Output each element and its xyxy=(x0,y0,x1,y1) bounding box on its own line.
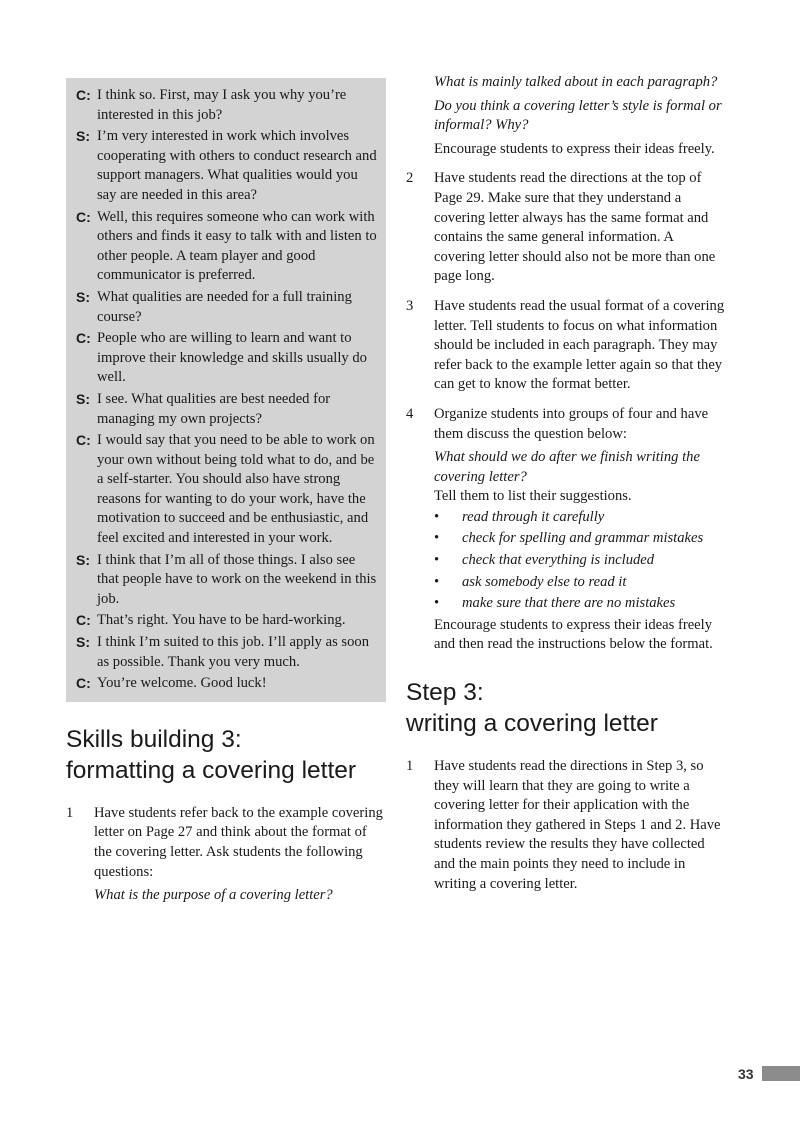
skills-heading-line1: Skills building 3: xyxy=(66,725,242,753)
left-column xyxy=(66,78,386,906)
right-item-4 xyxy=(406,405,726,655)
bullet-icon: • xyxy=(434,508,440,525)
speaker-label: C: xyxy=(76,612,91,629)
continued-questions xyxy=(434,73,726,159)
dialogue-text: I think so. First, may I ask you why you’re interested in this job? xyxy=(97,87,347,123)
question-letter-style: Do you think a covering letter’s style is formal or informal? Why? xyxy=(434,97,722,134)
dialogue-text: That’s right. You have to be hard-working. xyxy=(97,612,346,629)
bullet-icon: • xyxy=(434,552,440,569)
step3-heading-line1: Step 3: xyxy=(406,679,484,707)
bullet-icon: • xyxy=(434,573,440,590)
speaker-label: S: xyxy=(76,634,90,651)
item-number: 1 xyxy=(66,804,74,821)
dialogue-line xyxy=(76,551,378,610)
dialogue-line xyxy=(76,674,378,694)
dialogue-line xyxy=(76,431,378,549)
list-item-text: check that everything is included xyxy=(462,552,655,569)
dialogue-text: I think I’m suited to this job. I’ll apply as soon as possible. Thank you very much. xyxy=(97,634,369,670)
skills-heading xyxy=(66,724,386,786)
item-instruction: Tell them to list their suggestions. xyxy=(434,488,632,505)
step3-item-1 xyxy=(406,757,726,894)
dialogue-box xyxy=(66,78,386,702)
dialogue-text: Well, this requires someone who can work with others and finds it easy to talk with and listen to other people. A team player and good communicator is preferred. xyxy=(97,208,377,284)
page-number: 33 xyxy=(738,1066,754,1082)
encourage-text: Encourage students to express their ideas freely. xyxy=(434,140,715,157)
item-text: Have students read the directions in Step 3, so they will learn that they are going to write a covering letter for their application with the information they gathered in Steps 1 and 2. Have students review the results they have collected and the main points they need to include in writing a covering letter. xyxy=(434,758,721,892)
dialogue-text: I think that I’m all of those things. I also see that people have to work on the weekend in this job. xyxy=(97,551,377,607)
item-number: 3 xyxy=(406,297,414,314)
list-item xyxy=(434,551,726,571)
bullet-icon: • xyxy=(434,595,440,612)
skills-item-1 xyxy=(66,804,386,906)
item-text: Have students read the directions at the top of Page 29. Make sure that they understand a covering letter always has the same format and contains the same general information. A covering letter should also not be more than one page long. xyxy=(434,170,716,285)
list-item xyxy=(434,508,726,528)
dialogue-line xyxy=(76,390,378,429)
list-item-text: check for spelling and grammar mistakes xyxy=(462,530,704,547)
dialogue-text: People who are willing to learn and want to improve their knowledge and skills usually do well. xyxy=(97,330,367,386)
speaker-label: C: xyxy=(76,208,91,225)
skills-heading-line2: formatting a covering letter xyxy=(66,756,357,784)
list-item xyxy=(434,529,726,549)
dialogue-text: I’m very interested in work which involves cooperating with others to conduct research and support managers. What qualities would you say are needed in this area? xyxy=(97,128,377,203)
list-item-text: make sure that there are no mistakes xyxy=(462,595,676,612)
dialogue-line xyxy=(76,329,378,388)
speaker-label: C: xyxy=(76,87,91,103)
item-text: Organize students into groups of four and have them discuss the question below: xyxy=(434,405,709,442)
speaker-label: S: xyxy=(76,390,90,407)
speaker-label: S: xyxy=(76,288,90,305)
right-column xyxy=(406,73,726,894)
dialogue-line xyxy=(76,127,378,205)
list-item-text: read through it carefully xyxy=(462,508,605,525)
question-paragraph-topic: What is mainly talked about in each paragraph? xyxy=(434,74,718,90)
dialogue-line xyxy=(76,288,378,327)
speaker-label: C: xyxy=(76,330,91,347)
step3-heading xyxy=(406,677,726,739)
speaker-label: S: xyxy=(76,128,90,145)
item-number: 4 xyxy=(406,405,414,422)
dialogue-line xyxy=(76,611,378,631)
item-number: 2 xyxy=(406,170,414,187)
list-item xyxy=(434,594,726,614)
speaker-label: C: xyxy=(76,675,91,692)
item-question: What is the purpose of a covering letter? xyxy=(94,887,333,904)
speaker-label: S: xyxy=(76,551,90,568)
item-text: Have students refer back to the example covering letter on Page 27 and think about the format of the covering letter. Ask students the following questions: xyxy=(94,804,383,880)
bullet-icon: • xyxy=(434,530,440,547)
item-text: Have students read the usual format of a covering letter. Tell students to focus on what information should be included in each paragraph. They may refer back to the example letter again so that they can get to know the format better. xyxy=(434,297,725,393)
item-closing: Encourage students to express their ideas freely and then read the instructions below the format. xyxy=(434,616,713,653)
dialogue-line xyxy=(76,86,378,125)
page-number-bar xyxy=(762,1066,800,1081)
item-question: What should we do after we finish writing the covering letter? xyxy=(434,449,700,485)
dialogue-line xyxy=(76,633,378,672)
speaker-label: C: xyxy=(76,432,91,449)
list-item-text: ask somebody else to read it xyxy=(462,573,627,590)
step3-heading-line2: writing a covering letter xyxy=(406,710,658,738)
suggestion-list xyxy=(434,508,726,614)
right-item-3 xyxy=(406,297,726,395)
dialogue-text: I see. What qualities are best needed for managing my own projects? xyxy=(97,390,331,427)
right-item-2 xyxy=(406,169,726,287)
item-number: 1 xyxy=(406,758,414,775)
dialogue-line xyxy=(76,208,378,286)
list-item xyxy=(434,573,726,593)
dialogue-text: I would say that you need to be able to work on your own without being told what to do, and be a self-starter. You should also have strong reasons for wanting to do your work, have the motivation to succeed and be enthusiastic, and feel excited and interested in your work. xyxy=(97,432,375,547)
dialogue-text: What qualities are needed for a full training course? xyxy=(97,288,352,325)
dialogue-text: You’re welcome. Good luck! xyxy=(97,675,267,692)
